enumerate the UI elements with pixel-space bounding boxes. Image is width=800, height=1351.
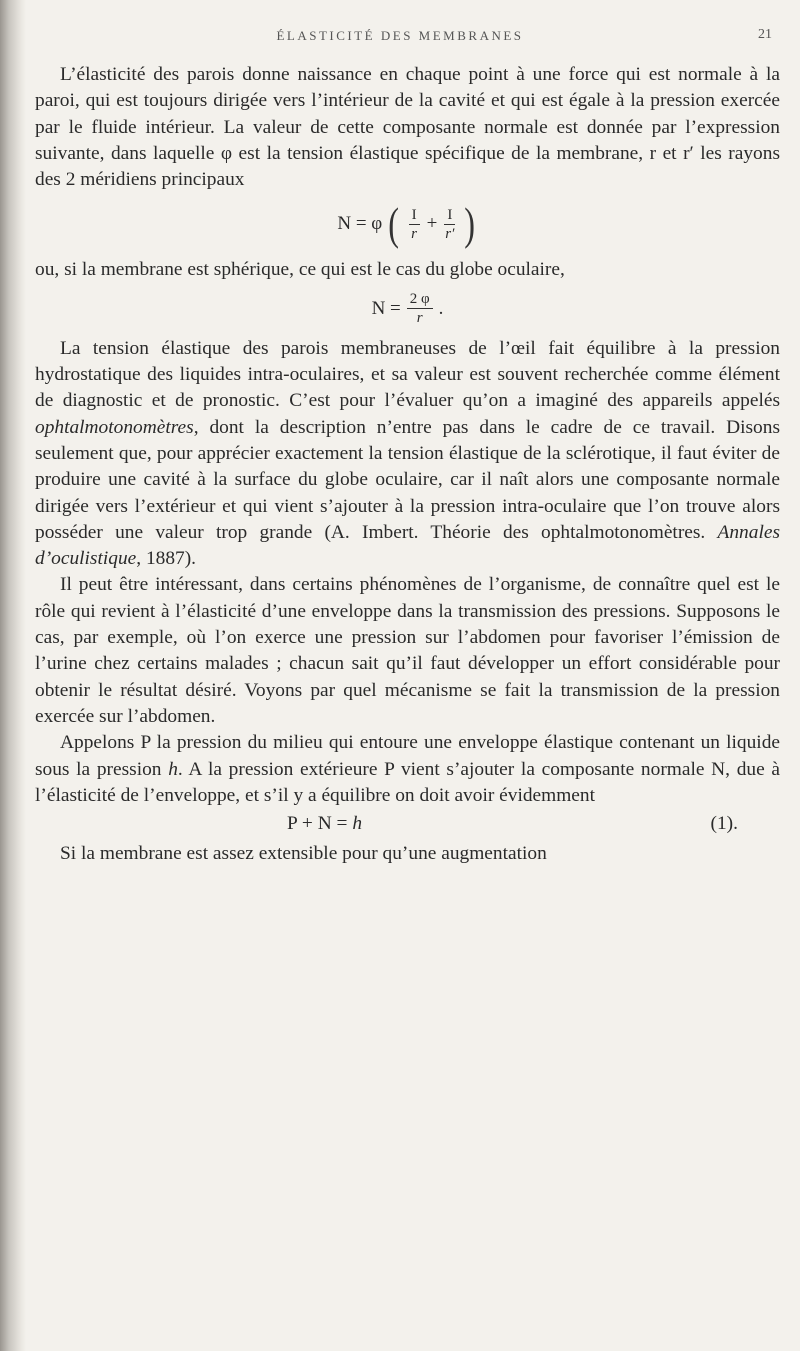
eq2-lhs: N = [371,297,401,319]
eq2-trail: . [438,297,444,319]
running-title: ÉLASTICITÉ DES MEMBRANES [276,28,524,43]
paragraph-5-symbol-h: h [168,758,178,780]
eq1-fraction-2 [444,207,455,242]
page-binding-shadow [0,0,26,1351]
eq2-numerator: 2 φ [407,291,433,309]
eq3-formula-h: h [352,813,363,835]
paragraph-3-term: ophtalmotonomètres [35,416,194,438]
eq3-formula-lhs: P + N = [287,813,353,835]
eq3-number: (1). [710,813,738,835]
paragraph-4: Il peut être intéressant, dans certains phénomènes de l’organisme, de connaître quel est le rôle qui revient à l’élasticité d’une enveloppe dans la transmission des pressions. Supposons le cas, par exemple, où l’on exerce une pression sur l’abdomen pour favoriser l’émission de l’urine chez certains malades ; chacun sait qu’il faut développer un effort considérable pour obtenir le résultat désiré. Voyons par quel mécanisme se fait la transmission de la pression exercée sur l’abdomen. [35,574,780,727]
paragraph-3-journal: Annales d’oculistique [35,521,780,570]
eq1-left-paren: ( [388,198,400,250]
equation-normal-force [35,197,780,251]
paragraph-3 [35,336,780,573]
paragraph-6: Si la membrane est assez extensible pour qu’une augmentation [60,843,547,865]
eq1-frac1-denominator: r [411,225,418,242]
paragraph-5-text-b: . A la pression extérieure P vient s’ajouter la composante normale N, due à l’élasticité de l’enveloppe, et s’il y a équilibre on doit avoir évidemment [35,758,780,806]
eq1-lhs: N = φ [337,213,383,235]
equation-sphere [35,288,780,330]
page-number: 21 [758,27,772,42]
eq3-formula [287,811,362,837]
eq2-fraction [407,291,433,326]
eq1-fraction-1 [409,207,420,242]
paragraph-5 [35,730,780,809]
eq1-frac2-denominator: r′ [445,225,455,242]
eq1-right-paren: ) [464,198,476,250]
eq2-denominator: r [416,310,423,327]
paragraph-5-text-a: Appelons P la pression du milieu qui entoure une enveloppe élastique contenant un liquide sous la pression [35,732,780,780]
paragraph-3-text-c: , 1887). [136,548,197,570]
page-body [35,62,780,867]
paragraph-2: ou, si la membrane est sphérique, ce qui est le cas du globe oculaire, [35,259,565,281]
paragraph-3-text-a: La tension élastique des parois membraneuses de l’œil fait équilibre à la pression hydrostatique des liquides intra-oculaires, et sa valeur est souvent recherchée comme élément de diagnostic et de pronostic. C’est pour l’évaluer qu’on a imaginé des appareils appelés [35,337,780,412]
equation-equilibrium [35,811,780,841]
eq1-frac2-numerator: I [444,207,455,225]
paragraph-3-text-b: , dont la description n’entre pas dans le cadre de ce travail. Disons seulement que, pour apprécier exactement la tension élastique de la sclérotique, il faut éviter de produire une cavité à la surface du globe oculaire, car il naît alors une composante normale dirigée vers l’extérieur et qui vient s’ajouter à la pression intra-oculaire que l’on trouve alors posséder une valeur trop grande (A. Imbert. Théorie des ophtalmotonomètres. [35,416,780,543]
eq1-plus: + [426,213,438,235]
eq1-frac1-numerator: I [409,207,420,225]
paragraph-1: L’élasticité des parois donne naissance en chaque point à une force qui est normale à la paroi, qui est toujours dirigée vers l’intérieur de la cavité et qui est égale à la pression exercée par le fluide intérieur. La valeur de cette composante normale est donnée par l’expression suivante, dans laquelle φ est la tension élastique spécifique de la membrane, r et r′ les rayons des 2 méridiens principaux [35,64,780,191]
